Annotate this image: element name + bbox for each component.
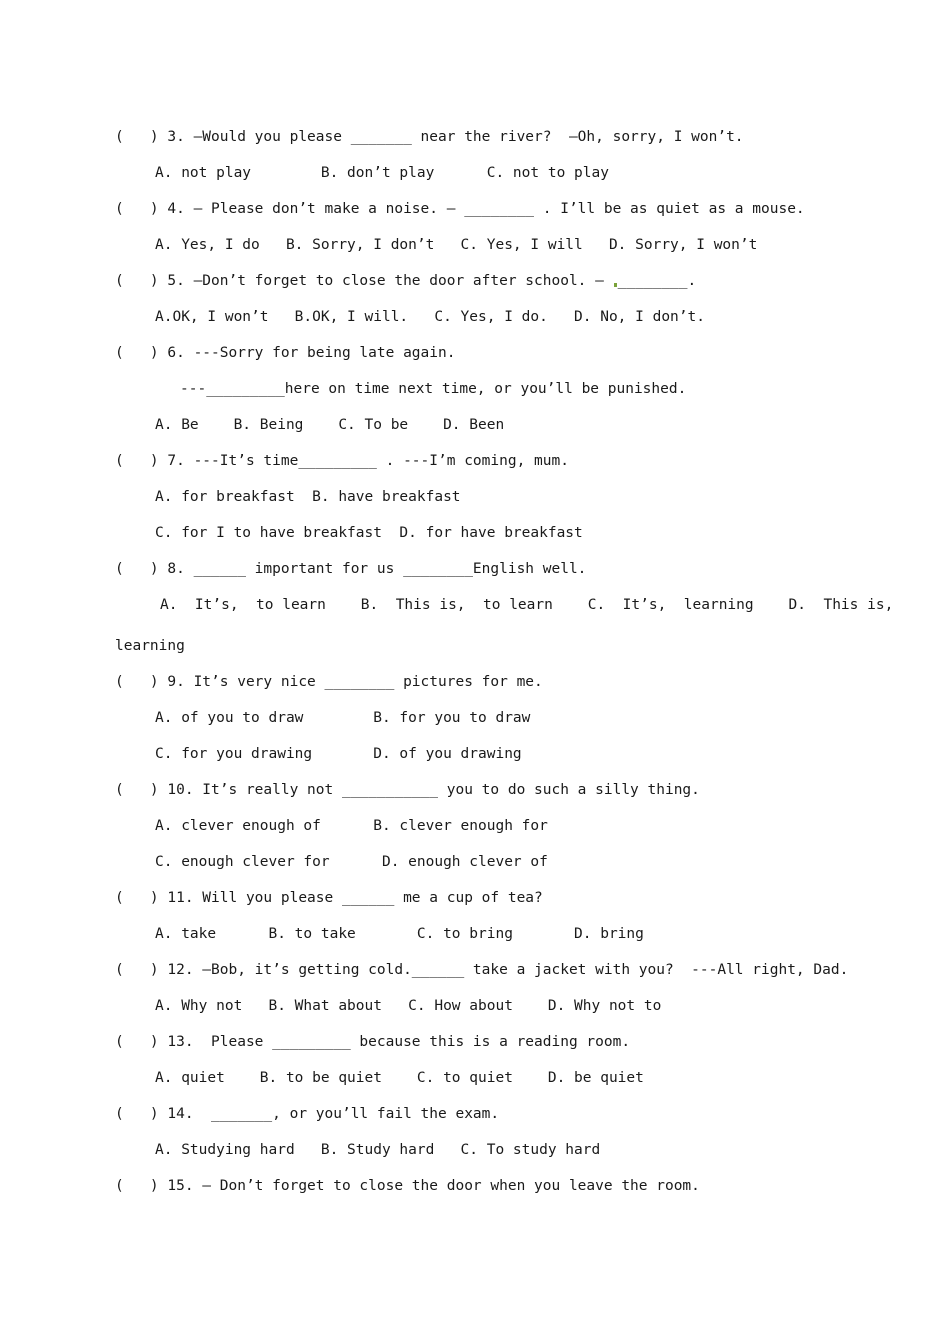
question-10-stem: ( ) 10. It’s really not ___________ you to do such a silly thing. [115,782,700,798]
question-12-options: A. Why not B. What about C. How about D. Why not to [155,998,662,1014]
question-3-stem: ( ) 3. —Would you please _______ near the river? —Oh, sorry, I won’t. [115,129,744,145]
question-6-stem-reply: ---_________here on time next time, or you’ll be punished. [180,381,687,397]
question-9-options-line2: C. for you drawing D. of you drawing [155,746,522,762]
question-8-options: A. It’s, to learn B. This is, to learn C. It’s, learning D. This is, [160,597,894,613]
question-5-stem-text: ( ) 5. —Don’t forget to close the door after school. — [115,273,613,289]
question-9-stem: ( ) 9. It’s very nice ________ pictures for me. [115,674,543,690]
question-7-stem: ( ) 7. ---It’s time_________ . ---I’m coming, mum. [115,453,569,469]
question-8-options-wrap: learning [115,638,185,654]
question-5-stem [115,271,696,291]
question-10-options-line1: A. clever enough of B. clever enough for [155,818,548,834]
question-9-options-line1: A. of you to draw B. for you to draw [155,710,531,726]
question-5-stem-blank: ________. [617,273,697,289]
question-7-options-line1: A. for breakfast B. have breakfast [155,489,461,505]
question-11-stem: ( ) 11. Will you please ______ me a cup of tea? [115,890,543,906]
question-10-options-line2: C. enough clever for D. enough clever of [155,854,548,870]
question-14-options: A. Studying hard B. Study hard C. To study hard [155,1142,601,1158]
question-7-options-line2: C. for I to have breakfast D. for have breakfast [155,525,583,541]
question-14-stem: ( ) 14. _______, or you’ll fail the exam. [115,1106,500,1122]
question-13-options: A. quiet B. to be quiet C. to quiet D. be quiet [155,1070,644,1086]
question-15-stem: ( ) 15. — Don’t forget to close the door when you leave the room. [115,1178,700,1194]
question-4-options: A. Yes, I do B. Sorry, I don’t C. Yes, I will D. Sorry, I won’t [155,237,758,253]
question-4-stem: ( ) 4. — Please don’t make a noise. — ________ . I’ll be as quiet as a mouse. [115,201,805,217]
question-13-stem: ( ) 13. Please _________ because this is a reading room. [115,1034,631,1050]
question-6-stem: ( ) 6. ---Sorry for being late again. [115,345,456,361]
question-11-options: A. take B. to take C. to bring D. bring [155,926,644,942]
question-12-stem: ( ) 12. —Bob, it’s getting cold.______ take a jacket with you? ---All right, Dad. [115,962,849,978]
question-5-options: A.OK, I won’t B.OK, I will. C. Yes, I do. D. No, I don’t. [155,309,705,325]
question-3-options: A. not play B. don’t play C. not to play [155,165,609,181]
question-6-options: A. Be B. Being C. To be D. Been [155,417,505,433]
ink-speck [614,283,617,287]
question-8-stem: ( ) 8. ______ important for us ________English well. [115,561,587,577]
